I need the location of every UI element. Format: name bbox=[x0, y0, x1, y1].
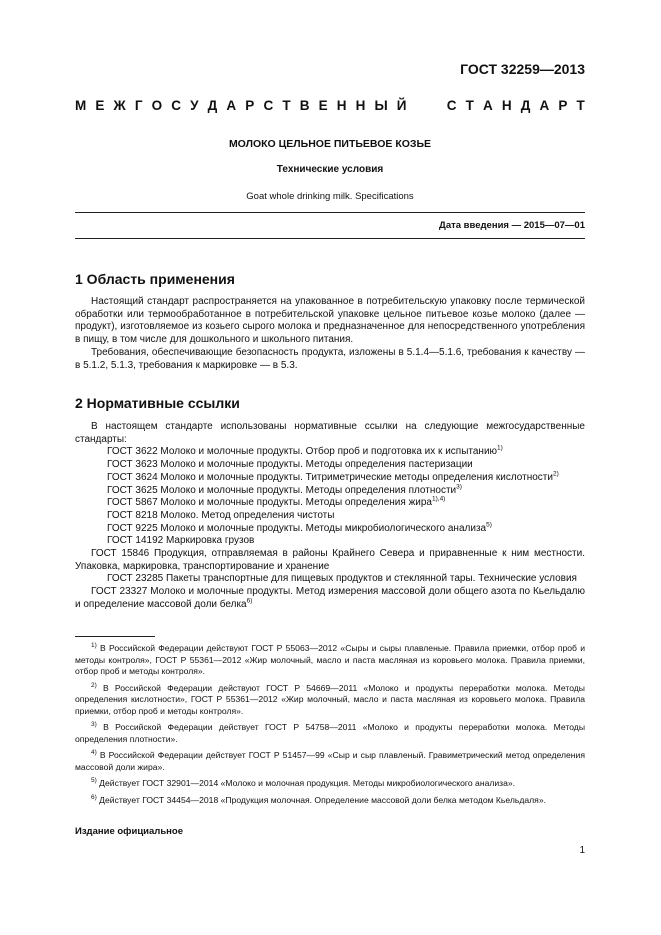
reference-item bbox=[75, 485, 585, 498]
banner-letter: Н bbox=[501, 98, 512, 113]
reference-text: ГОСТ 23327 Молоко и молочные продукты. Метод измерения массовой доли общего азота по Кьельдалю и определение массовой доли белка bbox=[75, 586, 585, 610]
reference-item bbox=[75, 586, 585, 611]
footnote-separator bbox=[75, 636, 155, 637]
section-2-intro: В настоящем стандарте использованы нормативные ссылки на следующие межгосударственные стандарты: bbox=[75, 421, 585, 445]
normative-references-list bbox=[75, 446, 585, 611]
reference-item bbox=[75, 573, 585, 586]
section-2-heading: 2 Нормативные ссылки bbox=[75, 395, 240, 411]
reference-item bbox=[75, 459, 585, 472]
banner-letter: Н bbox=[336, 98, 347, 113]
footnote-marker: 6) bbox=[246, 597, 253, 605]
footnote-mark: 1) bbox=[91, 642, 97, 650]
banner-letter: У bbox=[190, 98, 199, 113]
banner-letter: Й bbox=[396, 98, 407, 113]
reference-text: ГОСТ 3623 Молоко и молочные продукты. Методы определения пастеризации bbox=[107, 459, 473, 471]
reference-text: ГОСТ 5867 Молоко и молочные продукты. Методы определения жира bbox=[107, 497, 432, 509]
footnote-text: В Российской Федерации действуют ГОСТ Р 54669—2011 «Молоко и продукты переработки молока. Методы определения кислотности», ГОСТ Р 55361—2012 «Жир молочный, масло и паста масляная из коровьего молока. Правила приемки, отбор проб и методы контроля». bbox=[75, 682, 585, 716]
footnote-mark: 4) bbox=[91, 749, 97, 757]
footnote-text: Действует ГОСТ 32901—2014 «Молоко и молочная продукция. Методы микробиологического анализа». bbox=[96, 778, 516, 788]
banner-letter: Т bbox=[465, 98, 474, 113]
reference-item bbox=[75, 535, 585, 548]
footnote-item bbox=[75, 683, 585, 718]
reference-text: ГОСТ 3625 Молоко и молочные продукты. Методы определения плотности bbox=[107, 484, 457, 496]
english-title: Goat whole drinking milk. Specifications bbox=[246, 191, 414, 202]
footnote-mark: 3) bbox=[91, 721, 97, 729]
page-number: 1 bbox=[579, 845, 585, 856]
banner-letter: Г bbox=[134, 98, 143, 113]
interstate-standard-banner bbox=[75, 98, 585, 113]
reference-text: ГОСТ 8218 Молоко. Метод определения чистоты bbox=[107, 509, 335, 521]
reference-item bbox=[75, 510, 585, 523]
banner-letter: В bbox=[299, 98, 310, 113]
banner-letter: Т bbox=[576, 98, 585, 113]
footnote-item bbox=[75, 750, 585, 773]
divider-bottom bbox=[75, 238, 585, 239]
banner-letter: Д bbox=[520, 98, 531, 113]
section-1-body bbox=[75, 296, 585, 372]
footnote-marker: 3) bbox=[456, 483, 462, 491]
banner-word-gap bbox=[416, 98, 438, 113]
section-1-paragraph-1: Настоящий стандарт распространяется на упакованное в потребительскую упаковку после термической обработки или термообработанное в потребительской упаковке цельное питьевое козье молоко (далее — продукт), изготовляемое из козьего сырого молока и предназначенное для непосредственного употребления в пищу, в том числе для дошкольного и школьного питания. bbox=[75, 296, 585, 346]
banner-letter: Р bbox=[558, 98, 568, 113]
footnote-marker: 2) bbox=[552, 470, 559, 478]
footnote-text: В Российской Федерации действует ГОСТ Р 54758—2011 «Молоко и продукты переработки молока. Методы определения плотности». bbox=[75, 722, 585, 744]
reference-item bbox=[75, 548, 585, 573]
footnote-text: В Российской Федерации действуют ГОСТ Р 55063—2012 «Сыры и сыры плавленые. Правила приемки, отбор проб и методы контроля», ГОСТ Р 55361—2012 «Жир молочный, масло и паста масляная из коровьего молока. Правила приемки, отбор проб и методы контроля». bbox=[75, 643, 585, 676]
footnote-text: Действует ГОСТ 34454—2018 «Продукция молочная. Определение массовой доли белка методом Кьельдаля». bbox=[96, 794, 546, 805]
footnote-text: В Российской Федерации действует ГОСТ Р 51457—99 «Сыр и сыр плавленый. Гравиметрический метод определения массовой доли жира». bbox=[75, 750, 585, 772]
banner-letter: С bbox=[263, 98, 274, 113]
footnote-marker: 1) bbox=[497, 445, 503, 453]
footnote-marker: 5) bbox=[486, 521, 492, 529]
banner-letter: Д bbox=[207, 98, 218, 113]
banner-letter: Ж bbox=[113, 98, 126, 113]
banner-letter: М bbox=[75, 98, 87, 113]
banner-letter: Ы bbox=[374, 98, 388, 113]
footnote-item bbox=[75, 643, 585, 678]
reference-item bbox=[75, 446, 585, 459]
footnote-mark: 2) bbox=[91, 681, 97, 689]
footnotes-list bbox=[75, 643, 585, 811]
banner-letter: О bbox=[151, 98, 163, 113]
reference-text: ГОСТ 14192 Маркировка грузов bbox=[107, 535, 255, 547]
reference-text: ГОСТ 3622 Молоко и молочные продукты. Отбор проб и подготовка их к испытанию bbox=[107, 446, 498, 458]
banner-letter: А bbox=[539, 98, 550, 113]
banner-letter: С bbox=[171, 98, 182, 113]
reference-item bbox=[75, 497, 585, 510]
banner-letter: С bbox=[446, 98, 457, 113]
effective-date: Дата введения — 2015—07—01 bbox=[439, 220, 585, 231]
standard-number: ГОСТ 32259—2013 bbox=[460, 61, 585, 77]
section-1-paragraph-2: Требования, обеспечивающие безопасность продукта, изложены в 5.1.4—5.1.6, требования к качеству — в 5.1.2, 5.1.3, требования к маркировке — в 5.3. bbox=[75, 346, 585, 371]
footnote-mark: 6) bbox=[91, 793, 97, 801]
section-1-heading: 1 Область применения bbox=[75, 271, 235, 287]
banner-letter: Т bbox=[282, 98, 291, 113]
footnote-mark: 5) bbox=[91, 777, 97, 785]
document-subtitle: Технические условия bbox=[276, 164, 384, 175]
footnote-item bbox=[75, 795, 585, 807]
reference-text: ГОСТ 3624 Молоко и молочные продукты. Титриметрические методы определения кислотности bbox=[107, 471, 553, 483]
section-2-body bbox=[75, 421, 585, 612]
banner-letter: А bbox=[483, 98, 493, 113]
banner-letter: Р bbox=[245, 98, 255, 113]
reference-text: ГОСТ 23285 Пакеты транспортные для пищевых продуктов и стеклянной тары. Технические условия bbox=[107, 573, 577, 585]
reference-item bbox=[75, 472, 585, 485]
footnote-item bbox=[75, 722, 585, 745]
banner-letter: Е bbox=[95, 98, 105, 113]
document-title: МОЛОКО ЦЕЛЬНОЕ ПИТЬЕВОЕ КОЗЬЕ bbox=[228, 138, 432, 150]
reference-text: ГОСТ 9225 Молоко и молочные продукты. Методы микробиологического анализа bbox=[107, 522, 487, 534]
reference-item bbox=[75, 523, 585, 536]
divider-top bbox=[75, 212, 585, 213]
footnote-item bbox=[75, 778, 585, 790]
official-edition-label: Издание официальное bbox=[75, 826, 183, 837]
banner-letter: А bbox=[226, 98, 237, 113]
banner-letter: Н bbox=[355, 98, 366, 113]
footnote-marker: 1),4) bbox=[431, 495, 446, 503]
reference-text: ГОСТ 15846 Продукция, отправляемая в районы Крайнего Севера и приравненные к ним местности. Упаковка, маркировка, транспортирование и хранение bbox=[75, 548, 585, 572]
banner-letter: Е bbox=[318, 98, 328, 113]
